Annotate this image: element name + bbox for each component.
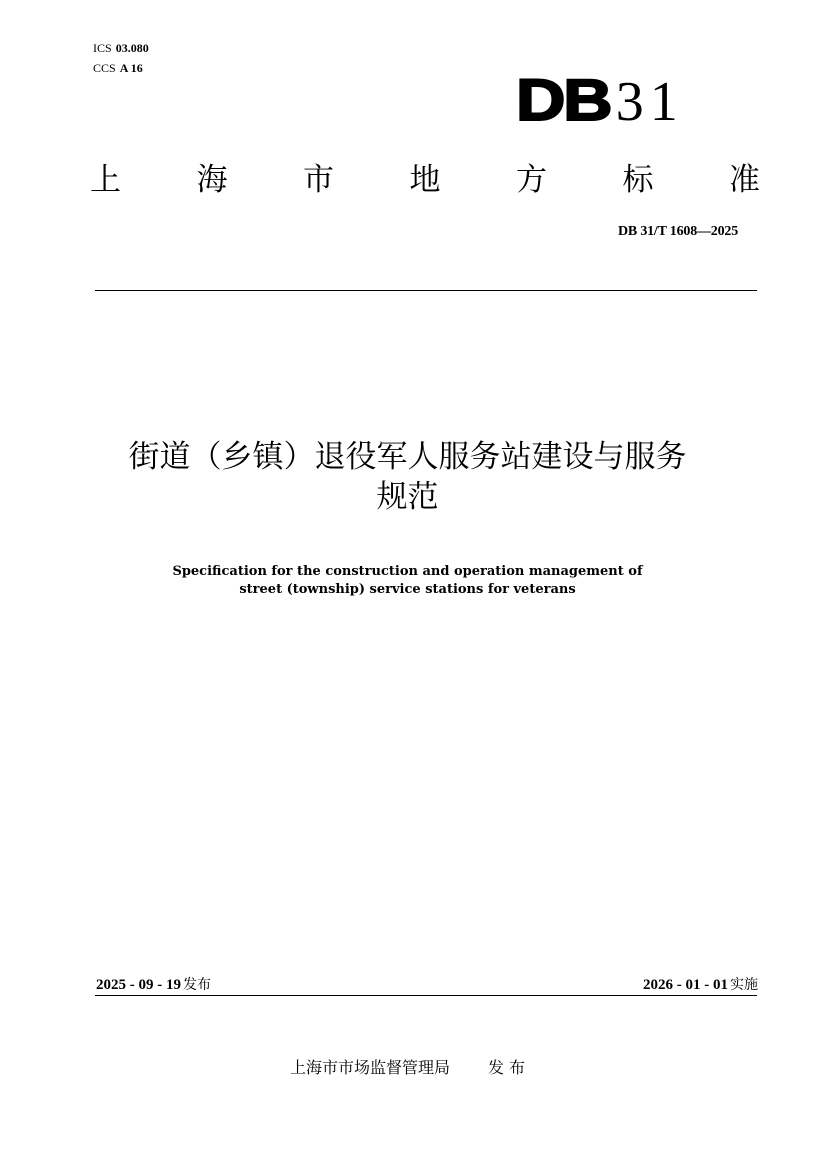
standard-type-char: 标	[622, 162, 654, 198]
ccs-label: CCS	[93, 61, 116, 75]
standard-type-char: 市	[303, 162, 334, 198]
standard-type-heading	[90, 150, 760, 210]
standard-type-char: 上	[90, 162, 121, 198]
implement-date: 2026 - 01 - 01	[643, 977, 728, 993]
implement-word: 实施	[730, 977, 758, 993]
classification-codes	[93, 38, 149, 78]
title-line-2: 规范	[376, 479, 439, 515]
title-line-1: 街道（乡镇）退役军人服务站建设与服务	[128, 439, 687, 475]
issue-date-block	[96, 974, 211, 994]
document-title	[60, 437, 755, 517]
standard-type-char: 海	[196, 162, 228, 198]
ccs-code	[93, 58, 149, 78]
publisher-line	[0, 1055, 815, 1078]
bottom-divider	[95, 995, 757, 996]
db-letters: DB	[516, 68, 611, 133]
standard-type-char: 准	[729, 162, 760, 198]
ics-code	[93, 38, 149, 58]
implement-date-block	[643, 974, 758, 994]
english-title-line-2: street (township) service stations for veterans	[239, 582, 576, 597]
publisher-name: 上海市市场监督管理局	[289, 1058, 450, 1077]
ccs-value: A 16	[119, 61, 143, 75]
standard-type-char: 地	[409, 162, 441, 198]
publisher-action: 发 布	[487, 1058, 526, 1077]
standard-type-char: 方	[516, 162, 547, 198]
top-divider	[95, 290, 757, 291]
english-title	[60, 563, 755, 599]
ics-value: 03.080	[115, 41, 149, 55]
english-title-line-1: Specification for the construction and operation management of	[172, 564, 643, 579]
issue-word: 发布	[183, 977, 211, 993]
issue-date: 2025 - 09 - 19	[96, 977, 181, 993]
ics-label: ICS	[93, 41, 112, 55]
db-region-number: 31	[615, 71, 684, 133]
standard-number: DB 31/T 1608—2025	[617, 224, 738, 239]
db31-logo	[516, 66, 684, 136]
